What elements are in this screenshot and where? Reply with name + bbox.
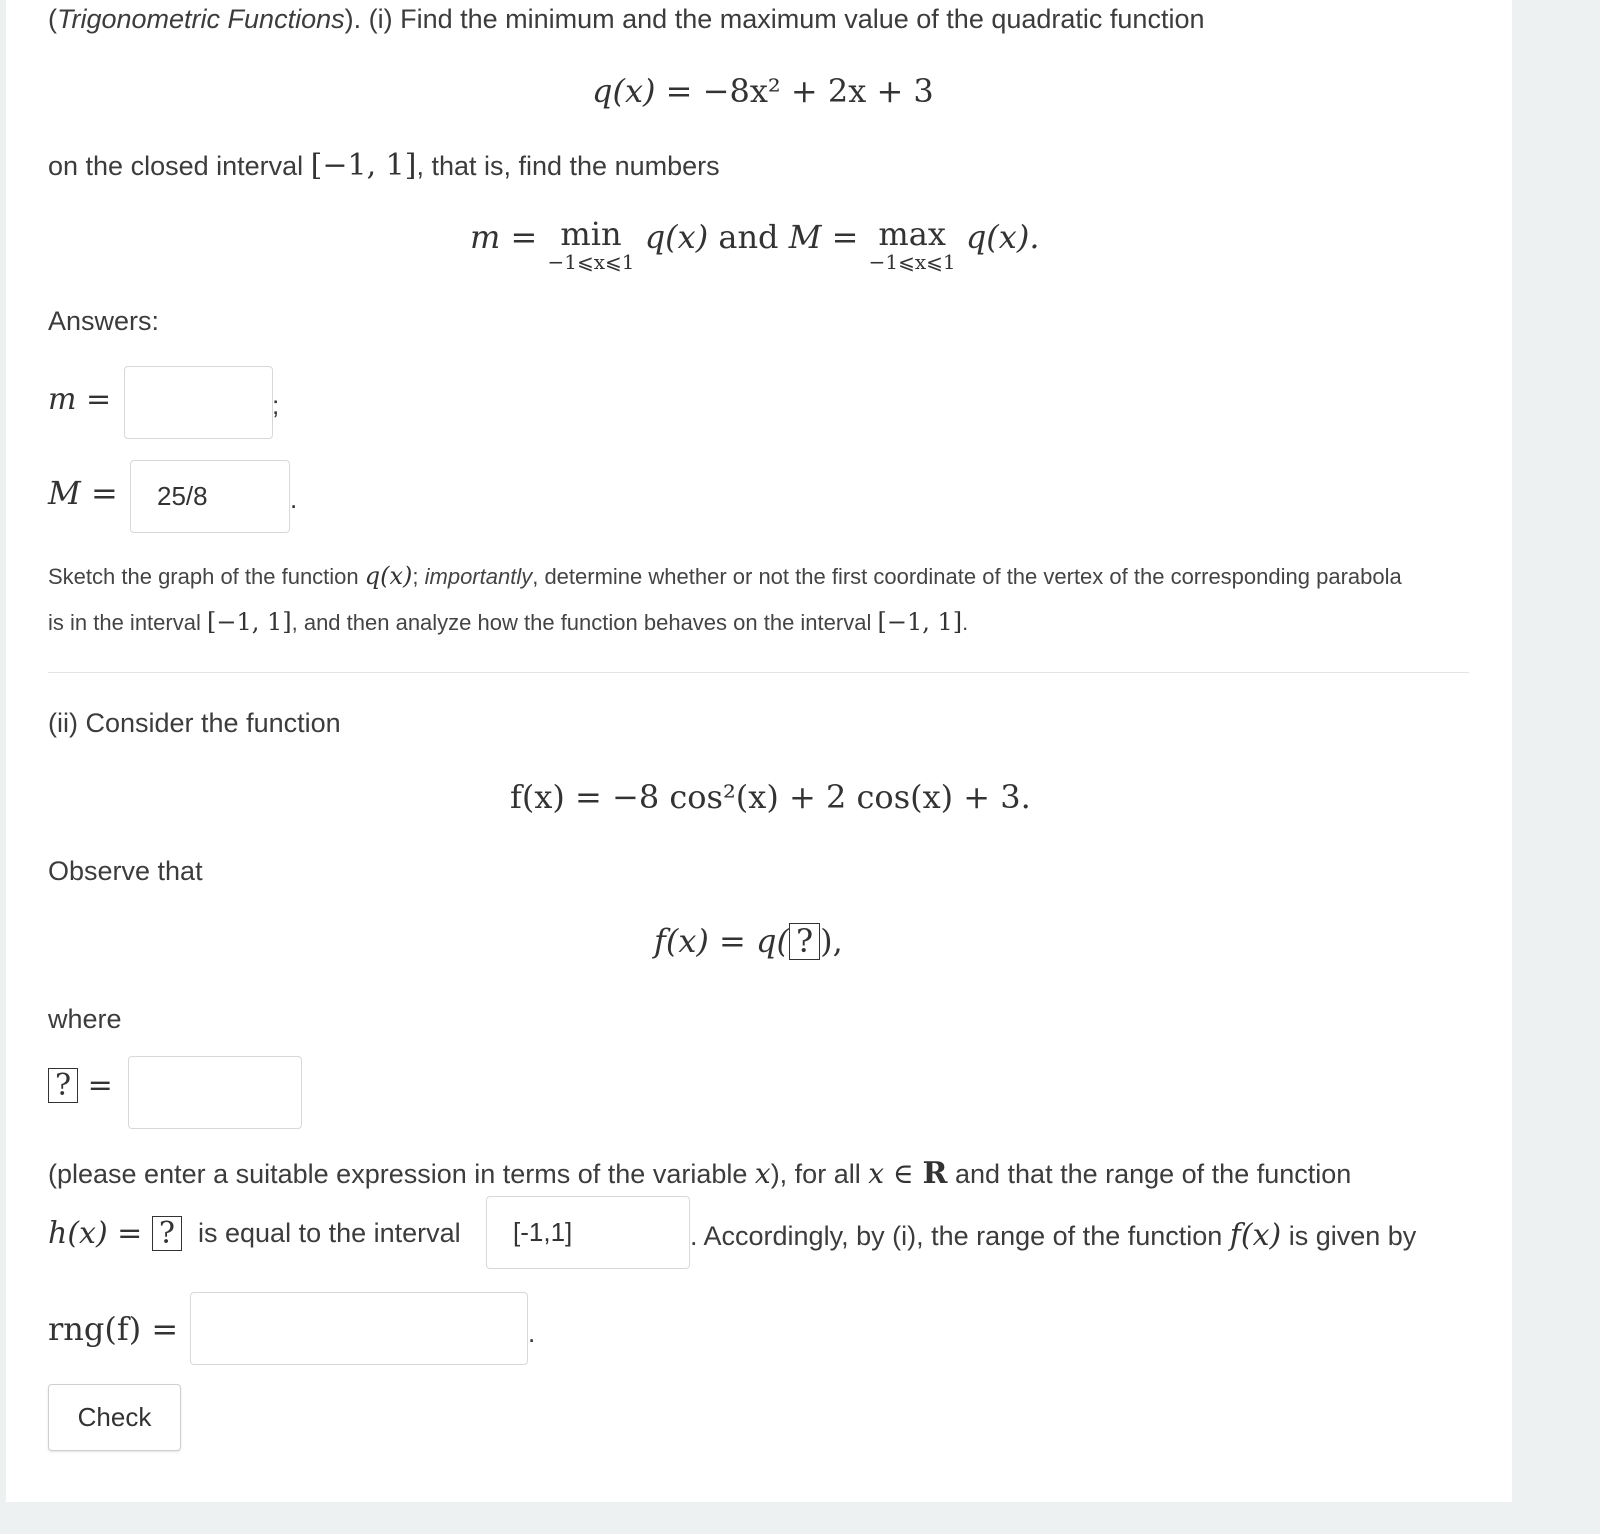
interval-suffix: , that is, find the numbers [416,151,720,181]
reals-symbol: R [922,1156,948,1191]
topic-title: Trigonometric Functions [57,4,345,34]
min-range: −1⩽x⩽1 [547,250,635,274]
hint-qx: q(x) [364,562,413,590]
m-def-lhs: m = [470,218,538,256]
min-word: min [560,215,622,253]
max-operator [868,215,956,274]
is-equal-text: is equal to the interval [198,1218,461,1248]
f-eq-suffix: ), [820,922,843,960]
check-button[interactable]: Check [48,1384,181,1451]
hint-interval: [−1, 1] [206,608,292,636]
where-text: where [48,1004,122,1034]
hint-interval2: [−1, 1] [877,608,963,636]
m-input[interactable] [124,366,273,439]
hint-line-2 [48,608,968,636]
M-suffix: . [290,484,298,514]
m-label: m = [48,382,112,417]
answers-label: Answers: [48,306,160,336]
and-word: and [718,218,779,256]
part2-intro: (ii) Consider the function [48,708,341,738]
interval-sentence [48,148,720,183]
var-x: x [754,1157,771,1190]
rng-label: rng(f) = [48,1310,179,1348]
part1-question: ). (i) Find the minimum and the maximum value of the quadratic function [344,4,1205,34]
min-max-definition [470,215,1040,274]
composition-equation [654,922,843,960]
accordingly-fx: f(x) [1229,1218,1282,1253]
range-input[interactable] [190,1292,528,1365]
interval-prefix: on the closed interval [48,151,311,181]
please-line [48,1156,1351,1191]
hint-c: is in the interval [48,610,207,635]
hint-b: , determine whether or not the first coordinate of the vertex of the corresponding parabola [532,564,1402,589]
x-in: x ∈ [868,1157,923,1190]
q-rhs: = −8x² + 2x + 3 [665,72,934,110]
hint-line-1 [48,562,1402,590]
hint-d: , and then analyze how the function behaves on the interval [291,610,878,635]
max-word: max [878,215,946,253]
part1-intro [48,4,1204,35]
f-eq-prefix: f(x) = q( [654,922,789,960]
accordingly-line [690,1218,1416,1253]
M-def-lhs: M = [788,218,859,256]
box-equals-label [48,1068,113,1103]
box-equals: = [87,1068,113,1103]
rng-suffix: . [528,1318,536,1348]
section-divider [48,672,1469,673]
please-b: ), for all [770,1159,869,1189]
observe-text: Observe that [48,856,203,886]
max-qx: q(x). [965,218,1040,256]
placeholder-box: ? [789,923,820,960]
M-input[interactable] [130,460,290,533]
h-lhs [48,1216,182,1251]
q-lhs: q(x) [592,72,656,110]
placeholder-box-label: ? [48,1068,78,1103]
please-c: and that the range of the function [947,1159,1352,1189]
hint-a: Sketch the graph of the function [48,564,365,589]
quadratic-formula [592,72,934,110]
hint-semicolon: ; [412,564,425,589]
h-lhs-text: h(x) = [48,1216,143,1251]
hint-italic: importantly [424,564,533,589]
M-label: M = [48,474,118,512]
max-range: −1⩽x⩽1 [868,250,956,274]
m-suffix: ; [272,390,280,420]
please-a: (please enter a suitable expression in terms of the variable [48,1159,755,1189]
min-operator [547,215,635,274]
substitution-input[interactable] [128,1056,302,1129]
given-by: is given by [1281,1221,1417,1251]
interval-input[interactable] [486,1196,690,1269]
open-paren: ( [48,4,57,34]
accordingly-text: . Accordingly, by (i), the range of the function [690,1221,1230,1251]
placeholder-box-h: ? [152,1216,182,1251]
min-qx: q(x) [644,218,709,256]
interval-math: [−1, 1] [310,148,417,183]
f-formula: f(x) = −8 cos²(x) + 2 cos(x) + 3. [510,778,1031,816]
hint-end: . [962,610,969,635]
